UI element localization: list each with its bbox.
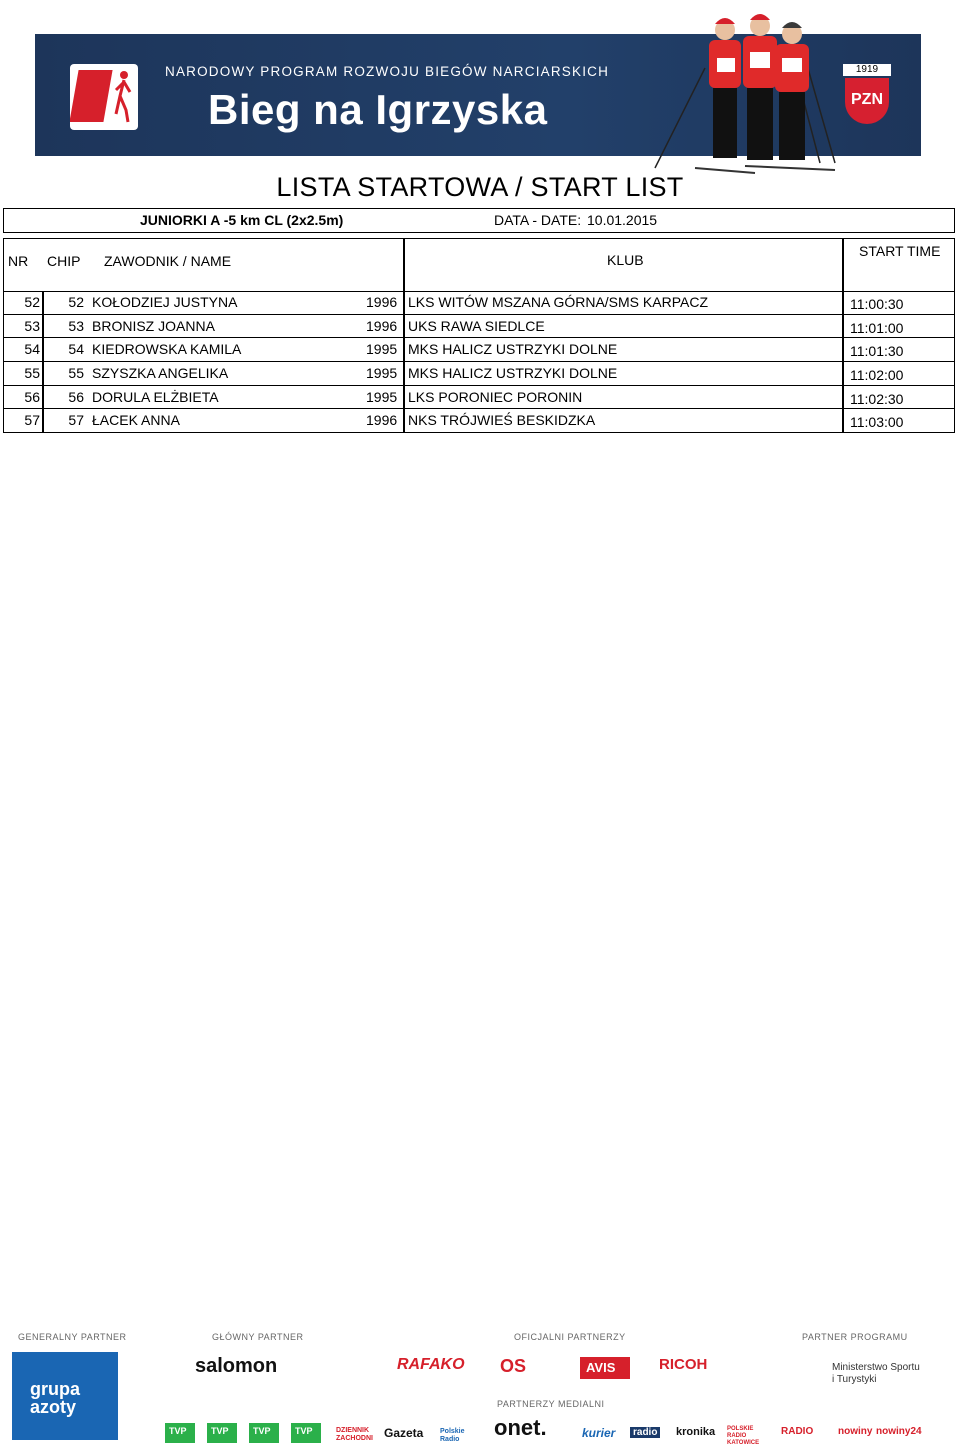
cell-nr: 54	[24, 341, 40, 358]
grupa-azoty-logo	[12, 1352, 118, 1440]
cell-nr: 52	[24, 294, 40, 310]
cell-club: MKS HALICZ USTRZYKI DOLNE	[408, 365, 618, 382]
column-header-club: KLUB	[607, 252, 644, 268]
table-header	[3, 238, 955, 292]
table-row	[3, 338, 955, 362]
dziennik-zachodni-logo: DZIENNIK ZACHODNI	[336, 1427, 373, 1442]
cell-year: 1996	[366, 294, 398, 310]
cell-club: LKS WITÓW MSZANA GÓRNA/SMS KARPACZ	[408, 294, 708, 310]
banner-title: Bieg na Igrzyska	[208, 86, 548, 133]
start-list-table	[3, 291, 955, 433]
radio-wroclaw-logo: RADIO	[781, 1426, 814, 1437]
cell-club: NKS TRÓJWIEŚ BESKIDZKA	[408, 412, 596, 429]
document-title: LISTA STARTOWA / START LIST	[276, 172, 684, 202]
tvp-logo: TVP	[165, 1423, 195, 1443]
skiing-kids-photo	[635, 8, 855, 178]
logo-red-block	[70, 70, 113, 122]
cell-name: DORULA ELŻBIETA	[92, 388, 219, 405]
program-banner	[35, 34, 921, 156]
rafako-logo: RAFAKO	[397, 1356, 465, 1373]
pzn-year: 1919	[843, 64, 891, 76]
cell-time: 11:01:30	[850, 343, 904, 360]
cell-year: 1996	[366, 412, 398, 429]
cell-name: SZYSZKA ANGELIKA	[92, 365, 229, 382]
cell-club: LKS PORONIEC PORONIN	[408, 388, 583, 405]
kronika-logo: kronika	[676, 1426, 716, 1438]
header-divider	[842, 239, 844, 291]
os-logo: OS	[500, 1356, 527, 1376]
ricoh-logo: RICOH	[659, 1356, 708, 1373]
table-row	[3, 315, 955, 339]
cell-nr: 56	[24, 388, 40, 405]
cell-chip: 52	[68, 294, 84, 310]
column-header-time: START TIME	[859, 243, 941, 259]
cell-club: UKS RAWA SIEDLCE	[408, 317, 545, 334]
official-partners-label: OFICJALNI PARTNERZY	[514, 1332, 626, 1342]
cell-year: 1995	[366, 341, 398, 358]
nowiny-logo: nowiny	[838, 1426, 873, 1437]
avis-logo: AVIS	[586, 1360, 616, 1375]
cell-name: ŁACEK ANNA	[92, 412, 180, 429]
cell-name: KOŁODZIEJ JUSTYNA	[92, 294, 238, 310]
avis-logo-box	[580, 1357, 630, 1379]
skier-icon	[112, 70, 132, 124]
nowiny24-logo: nowiny24	[876, 1426, 922, 1437]
cell-nr: 53	[24, 317, 40, 334]
general-partner-label: GENERALNY PARTNER	[18, 1332, 127, 1342]
race-category: JUNIORKI A -5 km CL (2x2.5m)	[140, 212, 344, 228]
table-row	[3, 386, 955, 410]
cell-time: 11:03:00	[850, 414, 904, 431]
polskie-radio-katowice-logo: POLSKIE RADIO KATOWICE	[727, 1426, 760, 1446]
column-header-chip: CHIP	[47, 253, 81, 269]
column-header-nr: NR	[8, 253, 29, 269]
gazeta-logo: Gazeta	[384, 1426, 424, 1440]
tvp-logo: TVP	[291, 1423, 321, 1443]
table-row	[3, 362, 955, 386]
pzn-shield: PZN	[845, 78, 889, 124]
onet-logo: onet.	[494, 1415, 547, 1440]
program-partner-label: PARTNER PROGRAMU	[802, 1332, 908, 1342]
cell-name: BRONISZ JOANNA	[92, 317, 215, 334]
media-partners-label: PARTNERZY MEDIALNI	[497, 1399, 605, 1409]
main-partner-label: GŁÓWNY PARTNER	[212, 1332, 304, 1342]
ministry-logo: Ministerstwo Sportu i Turystyki	[832, 1362, 920, 1385]
polskie-radio-logo: Polskie Radio	[440, 1428, 465, 1443]
cell-chip: 54	[68, 341, 84, 358]
date-value: 10.01.2015	[587, 212, 658, 228]
cell-time: 11:00:30	[850, 296, 904, 312]
grupa-azoty-text: grupa azoty	[30, 1379, 81, 1417]
header-divider	[403, 239, 405, 291]
cell-year: 1996	[366, 317, 398, 334]
radio-gorlin-logo: radio	[630, 1427, 660, 1438]
date-label: DATA - DATE:	[494, 212, 582, 228]
cell-club: MKS HALICZ USTRZYKI DOLNE	[408, 341, 618, 358]
bieg-na-igrzyska-logo	[70, 64, 138, 130]
cell-chip: 57	[68, 412, 84, 429]
banner-subtitle: NARODOWY PROGRAM ROZWOJU BIEGÓW NARCIARSKICH	[165, 64, 610, 79]
cell-year: 1995	[366, 365, 398, 382]
cell-name: KIEDROWSKA KAMILA	[92, 341, 242, 358]
cell-time: 11:01:00	[850, 319, 904, 336]
cell-time: 11:02:00	[850, 367, 904, 384]
cell-nr: 57	[24, 412, 40, 429]
cell-year: 1995	[366, 388, 398, 405]
tvp-logo: TVP	[249, 1423, 279, 1443]
table-row	[3, 409, 955, 433]
kurier-logo: kurier	[582, 1426, 616, 1440]
table-row	[3, 291, 955, 315]
salomon-logo: salomon	[195, 1355, 278, 1377]
cell-time: 11:02:30	[850, 390, 904, 407]
cell-chip: 55	[68, 365, 84, 382]
pzn-logo	[843, 64, 891, 124]
cell-nr: 55	[24, 365, 40, 382]
tvp-logo: TVP	[207, 1423, 237, 1443]
cell-chip: 53	[68, 317, 84, 334]
cell-chip: 56	[68, 388, 84, 405]
column-header-name: ZAWODNIK / NAME	[104, 253, 232, 269]
